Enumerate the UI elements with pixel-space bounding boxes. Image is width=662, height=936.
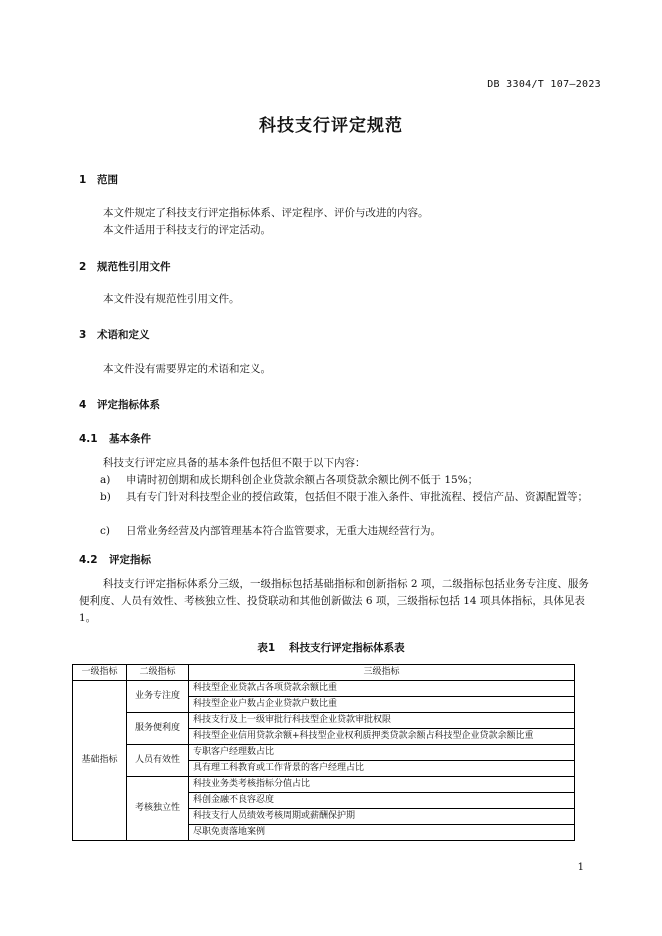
paragraph: 科技支行评定指标体系分三级，一级指标包括基础指标和创新指标 2 项，二级指标包括业务专注度、服务便利度、人员有效性、考核独立性、投贷联动和其他创新做法 6 项，三级指标包括 14 项具体指标，具体见表 1。	[79, 578, 589, 624]
section-number: 2	[79, 261, 87, 273]
level-3-cell: 科技型企业户数占企业贷款户数比重	[189, 697, 575, 713]
list-item-text: 日常业务经营及内部管理基本符合监管要求，无重大违规经营行为。	[126, 525, 441, 537]
table-row	[73, 777, 575, 793]
level-3-cell: 科技型企业信用贷款余额+科技型企业权利质押类贷款余额占科技型企业贷款余额比重	[189, 729, 575, 745]
paragraph: 科技支行评定应具备的基本条件包括但不限于以下内容：	[103, 457, 366, 469]
section-number: 4.1	[79, 433, 98, 445]
table-number: 表1	[257, 642, 276, 654]
paragraph: 本文件规定了科技支行评定指标体系、评定程序、评价与改进的内容。	[103, 207, 429, 219]
list-marker: c)	[100, 525, 110, 537]
section-2-heading	[79, 259, 171, 274]
section-3-heading	[79, 327, 150, 342]
level-3-cell: 科技支行人员绩效考核周期或薪酬保护期	[189, 809, 575, 825]
level-3-cell: 尽职免责落地案例	[189, 825, 575, 841]
level-3-cell: 科创金融不良容忍度	[189, 793, 575, 809]
list-item-text: 申请时初创期和成长期科创企业贷款余额占各项贷款余额比例不低于 15%；	[126, 474, 479, 486]
table-title: 科技支行评定指标体系表	[289, 642, 405, 654]
level-3-cell: 科技业务类考核指标分值占比	[189, 777, 575, 793]
level-3-cell: 专职客户经理数占比	[189, 745, 575, 761]
list-item	[79, 523, 599, 540]
section-title: 范围	[97, 174, 118, 186]
level-2-cell: 业务专注度	[127, 681, 189, 713]
document-title: 科技支行评定规范	[259, 116, 403, 136]
level-3-cell: 科技型企业贷款占各项贷款余额比重	[189, 681, 575, 697]
document-code: DB 3304/T 107—2023	[487, 79, 601, 90]
table-row	[73, 681, 575, 697]
page-number: 1	[577, 862, 584, 873]
paragraph: 本文件没有规范性引用文件。	[103, 293, 240, 305]
section-title: 评定指标	[109, 554, 151, 566]
section-number: 4.2	[79, 554, 98, 566]
list-item	[79, 489, 599, 506]
section-number: 1	[79, 174, 87, 186]
level-3-cell: 具有理工科教育或工作背景的客户经理占比	[189, 761, 575, 777]
section-4-1-heading	[79, 431, 151, 446]
level-2-cell: 考核独立性	[127, 777, 189, 841]
section-number: 4	[79, 399, 87, 411]
paragraph: 本文件没有需要界定的术语和定义。	[103, 363, 271, 375]
section-title: 规范性引用文件	[97, 261, 171, 273]
level-2-cell: 服务便利度	[127, 713, 189, 745]
level-3-cell: 科技支行及上一级审批行科技型企业贷款审批权限	[189, 713, 575, 729]
list-marker: b)	[100, 491, 111, 503]
list-item-text: 具有专门针对科技型企业的授信政策，包括但不限于准入条件、审批流程、授信产品、资源配置等；	[126, 491, 588, 503]
section-title: 术语和定义	[97, 329, 150, 341]
table-row	[73, 745, 575, 761]
table-caption	[0, 640, 662, 655]
section-1-heading	[79, 172, 118, 187]
table-header-row	[73, 665, 575, 681]
list-item	[79, 472, 599, 489]
header-level-2: 二级指标	[127, 665, 189, 681]
level-1-cell: 基础指标	[73, 681, 127, 841]
list-marker: a)	[100, 474, 111, 486]
section-title: 评定指标体系	[97, 399, 160, 411]
table-row	[73, 713, 575, 729]
section-title: 基本条件	[109, 433, 151, 445]
section-4-2-heading	[79, 552, 151, 567]
header-level-3: 三级指标	[189, 665, 575, 681]
level-2-cell: 人员有效性	[127, 745, 189, 777]
section-number: 3	[79, 329, 87, 341]
indicator-table	[72, 664, 575, 841]
section-4-heading	[79, 397, 160, 412]
paragraph: 本文件适用于科技支行的评定活动。	[103, 224, 271, 236]
header-level-1: 一级指标	[73, 665, 127, 681]
